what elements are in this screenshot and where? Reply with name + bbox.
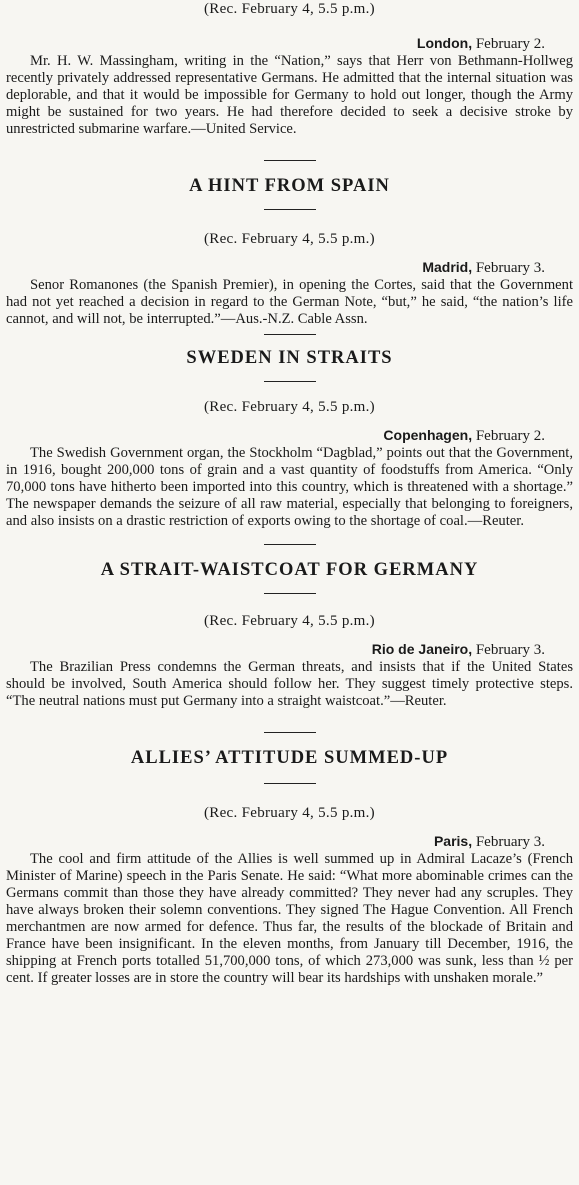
- article-body: The cool and firm attitude of the Allies is well summed up in Admiral Lacaze’s (French Minister of Marine) speech in the Paris Senate. He said: “What more abominable crimes can the Germans commit than those they have already committed? They never had any scruples. They have always broken their solemn conventions. They signed The Hague Convention. All French merchantmen are now armed for defence. Thus far, the results of the blockade of Britain and France have been insignificant. In the eleven months, from January till December, 1916, the shipping at French ports totalled 51,700,000 tons, of which 273,000 was sunk, less than ½ per cent. If greater losses are in store the country will bear its hardships with unshaken morale.”: [6, 851, 573, 986]
- dateline: [6, 832, 573, 851]
- dateline-date: February 3.: [475, 260, 545, 276]
- dateline: [6, 640, 573, 659]
- divider: [264, 593, 316, 594]
- dateline-place: Copenhagen,: [383, 427, 473, 443]
- divider: [264, 732, 316, 733]
- dateline-date: February 3.: [475, 642, 545, 658]
- article-body: The Swedish Government organ, the Stockholm “Dagblad,” points out that the Government, in 1916, bought 200,000 tons of grain and a vast quantity of foodstuffs from America. “Only 70,000 tons have hitherto been imported into this country, which is threatened with a shortage.” The newspaper demands the seizure of all raw material, especially that belonging to foreigners, and also insists on a drastic restriction of exports owing to the shortage of coal.—Reuter.: [6, 445, 573, 529]
- article-heading: A STRAIT-WAISTCOAT FOR GERMANY: [100, 560, 479, 580]
- dateline-place: Madrid,: [422, 259, 473, 275]
- article-heading: A HINT FROM SPAIN: [189, 176, 390, 196]
- dateline-date: February 3.: [475, 834, 545, 850]
- article-body: Mr. H. W. Massingham, writing in the “Nation,” says that Herr von Bethmann-Hollweg recently privately addressed representative Germans. He admitted that the internal situation was deplorable, and that it would be impossible for Germany to hold out longer, though the Army might be sustained for two years. He had therefore decided to seek a decisive stroke by unrestricted submarine warfare.—United Service.: [6, 53, 573, 137]
- article-heading: ALLIES’ ATTITUDE SUMMED-UP: [130, 748, 449, 768]
- dateline-place: Rio de Janeiro,: [371, 641, 473, 657]
- received-line: (Rec. February 4, 5.5 p.m.): [204, 613, 375, 629]
- received-line: (Rec. February 4, 5.5 p.m.): [204, 1, 375, 17]
- article-heading: SWEDEN IN STRAITS: [186, 348, 393, 368]
- received-line: (Rec. February 4, 5.5 p.m.): [204, 805, 375, 821]
- divider: [264, 381, 316, 382]
- dateline: [6, 426, 573, 445]
- dateline-date: February 2.: [475, 36, 545, 52]
- article-body: The Brazilian Press condemns the German threats, and insists that if the United States should be involved, South America should follow her. They suggest timely protective steps. “The neutral nations must put Germany into a straight waistcoat.”—Reuter.: [6, 659, 573, 709]
- article-body: Senor Romanones (the Spanish Premier), in opening the Cortes, said that the Government had not yet reached a decision in regard to the German Note, “but,” he said, “the nation’s life cannot, and will not, be interrupted.”—Aus.-N.Z. Cable Assn.: [6, 277, 573, 327]
- divider: [264, 544, 316, 545]
- divider: [264, 209, 316, 210]
- received-line: (Rec. February 4, 5.5 p.m.): [204, 399, 375, 415]
- dateline-place: London,: [416, 35, 473, 51]
- divider: [264, 160, 316, 161]
- received-line: (Rec. February 4, 5.5 p.m.): [204, 231, 375, 247]
- dateline-date: February 2.: [475, 428, 545, 444]
- dateline-place: Paris,: [433, 833, 473, 849]
- dateline: [6, 258, 573, 277]
- divider: [264, 334, 316, 335]
- dateline: [6, 34, 573, 53]
- divider: [264, 783, 316, 784]
